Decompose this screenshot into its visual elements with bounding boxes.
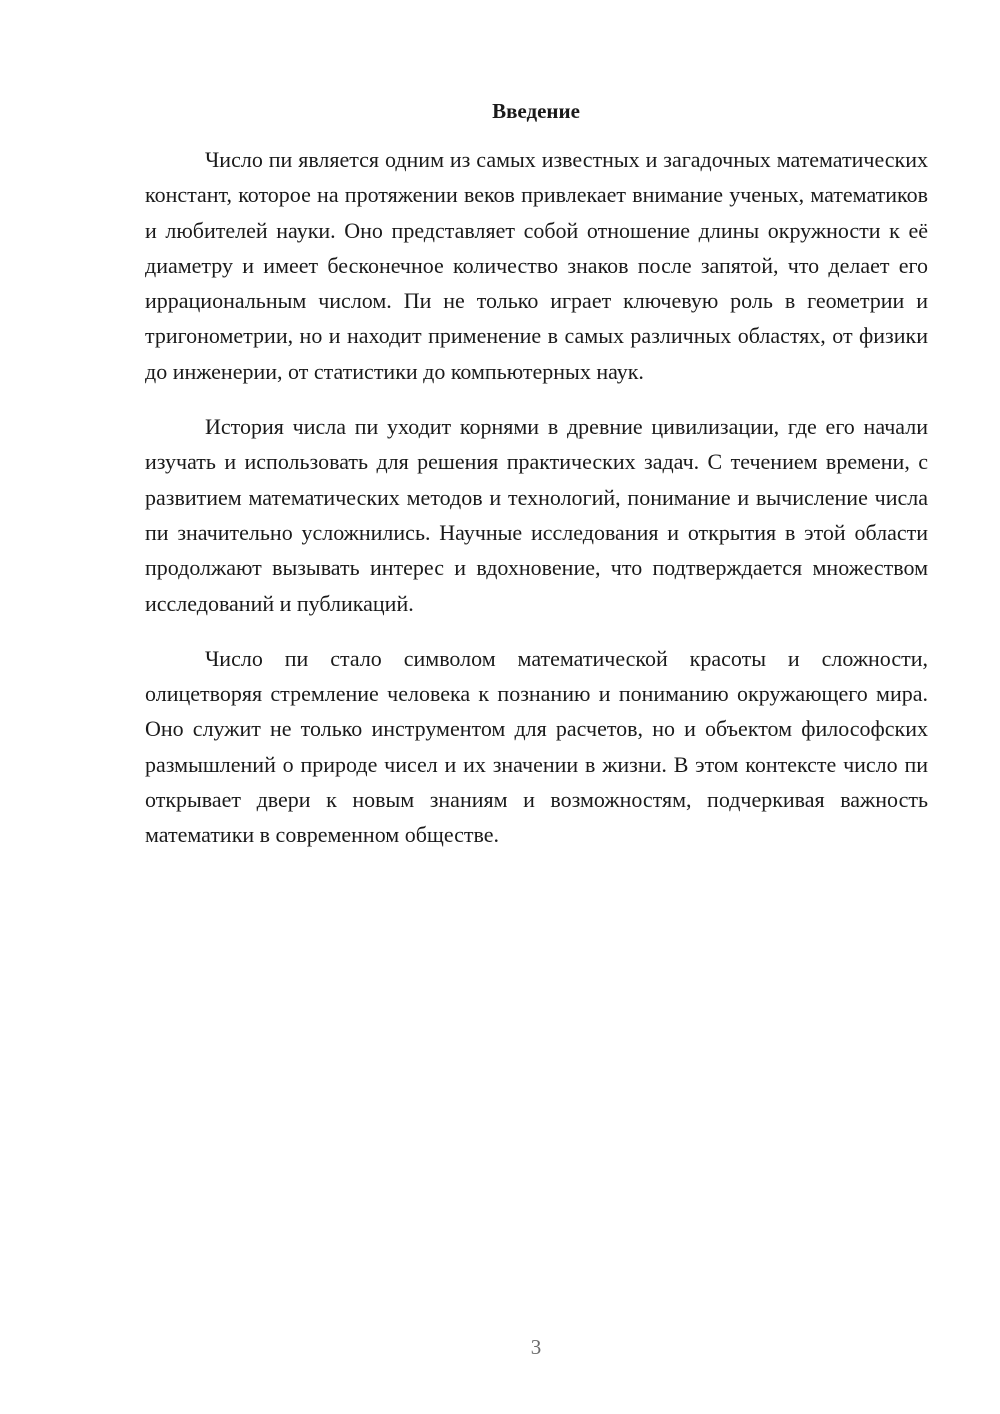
- section-heading: Введение: [492, 99, 580, 123]
- paragraph-1: Число пи является одним из самых известных и загадочных математических констант, которое на протяжении веков привлекает внимание ученых, математиков и любителей науки. Оно представляет собой отношение длины окружности к её диаметру и имеет бесконечное количество знаков после запятой, что делает его иррациональным числом. Пи не только играет ключевую роль в геометрии и тригонометрии, но и находит применение в самых различных областях, от физики до инженерии, от статистики до компьютерных наук.: [145, 147, 928, 384]
- body-text: [145, 142, 928, 873]
- paragraph-2: История числа пи уходит корнями в древние цивилизации, где его начали изучать и использовать для решения практических задач. С течением времени, с развитием математических методов и технологий, понимание и вычисление числа пи значительно усложнились. Научные исследования и открытия в этой области продолжают вызывать интерес и вдохновение, что подтверждается множеством исследований и публикаций.: [145, 414, 928, 616]
- page-number: 3: [530, 1335, 542, 1359]
- paragraph-3: Число пи стало символом математической красоты и сложности, олицетворяя стремление человека к познанию и пониманию окружающего мира. Оно служит не только инструментом для расчетов, но и объектом философских размышлений о природе чисел и их значении в жизни. В этом контексте число пи открывает двери к новым знаниям и возможностям, подчеркивая важность математики в современном обществе.: [145, 645, 928, 848]
